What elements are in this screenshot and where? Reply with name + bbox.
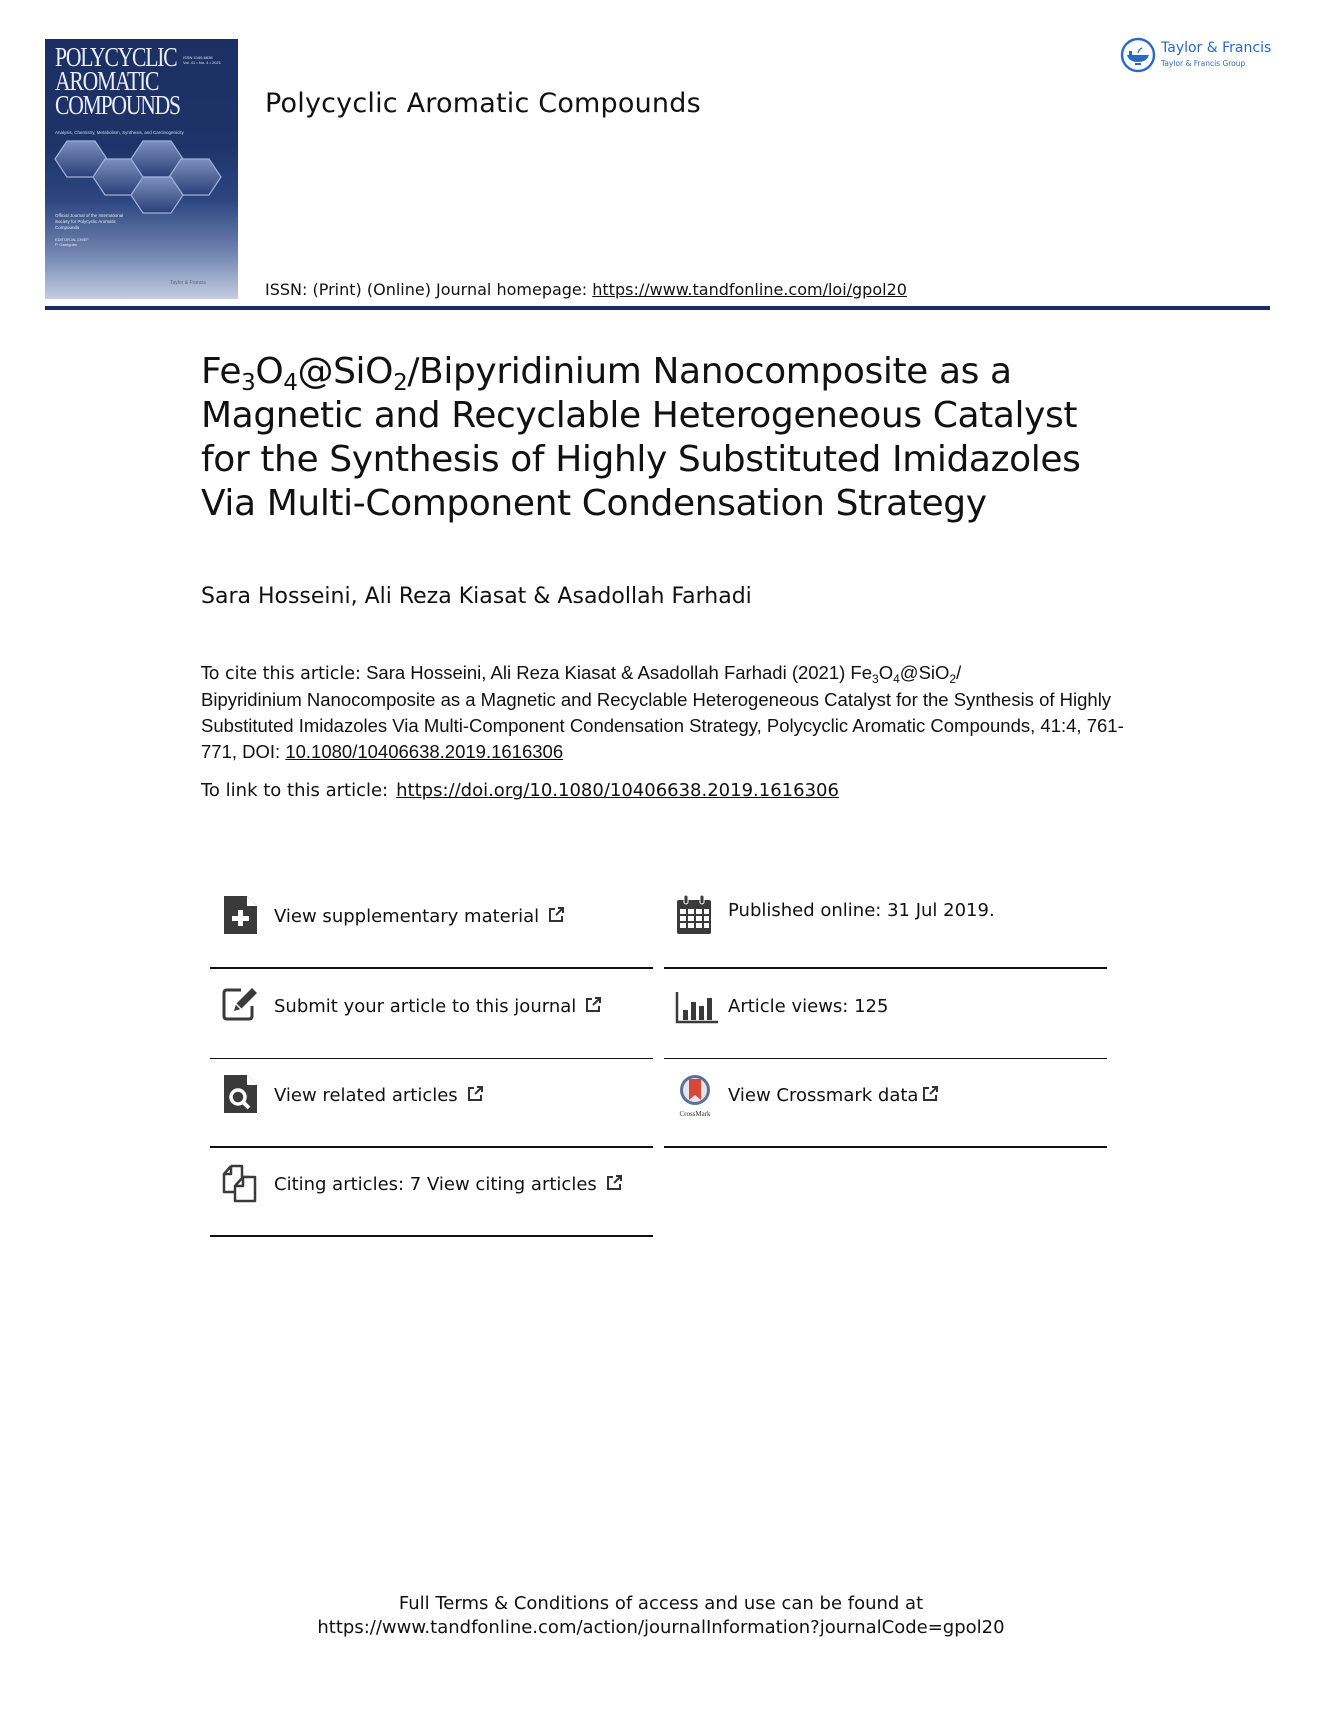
cover-publisher: Taylor & Francis xyxy=(170,280,206,286)
cite-text: / xyxy=(956,662,962,683)
journal-cover-image xyxy=(45,39,238,299)
doi-url-link[interactable]: https://doi.org/10.1080/10406638.2019.1616306 xyxy=(396,780,839,801)
submit-article-item[interactable] xyxy=(210,970,653,1059)
cover-title-line: AROMATIC xyxy=(55,66,159,96)
journal-homepage-link[interactable]: https://www.tandfonline.com/loi/gpol20 xyxy=(592,280,907,299)
title-text: for the Synthesis of Highly Substituted Imidazoles xyxy=(201,439,1081,480)
cite-text: Bipyridinium Nanocomposite as a Magnetic and Recyclable Heterogeneous Catalyst for the Synthesis of Highly Substituted Imidazoles Via Multi-Component Condensation Strategy, Polycyclic Aromatic Compounds, 41:4, 761-771, DOI: xyxy=(201,689,1124,762)
file-search-icon xyxy=(221,1073,259,1115)
cite-subscript: 3 xyxy=(872,672,879,686)
published-online-item xyxy=(664,880,1107,969)
cover-volume: Vol. 41 • No. 4 • 2021 xyxy=(183,60,221,65)
cover-title-line: COMPOUNDS xyxy=(55,90,180,120)
cover-editor xyxy=(55,237,89,247)
copy-documents-icon xyxy=(221,1162,259,1204)
footer-line: Full Terms & Conditions of access and use can be found at xyxy=(398,1593,924,1614)
cite-subscript: 2 xyxy=(949,672,957,686)
title-subscript: 2 xyxy=(393,370,408,396)
doi-link[interactable]: 10.1080/10406638.2019.1616306 xyxy=(285,741,564,762)
link-label: To link to this article: xyxy=(201,780,389,801)
crossmark-text: View Crossmark data xyxy=(728,1085,919,1106)
article-views-item xyxy=(664,970,1107,1059)
cover-issn-number: ISSN 1040-6638 xyxy=(183,55,213,60)
title-subscript: 3 xyxy=(241,370,256,396)
title-text: /Bipyridinium Nanocomposite as a xyxy=(407,351,1012,392)
submit-label xyxy=(274,996,602,1017)
cite-text: O xyxy=(878,662,894,683)
cover-title xyxy=(55,42,180,120)
issn-homepage-line xyxy=(265,280,907,299)
crossmark-icon xyxy=(674,1073,716,1119)
cover-official-line: Compounds xyxy=(55,225,80,230)
title-text: @SiO xyxy=(297,351,394,392)
taylor-francis-logo[interactable] xyxy=(1120,36,1285,76)
crossmark-item[interactable] xyxy=(664,1059,1107,1148)
citing-text: Citing articles: 7 View citing articles xyxy=(274,1174,597,1195)
file-plus-icon xyxy=(221,894,259,936)
supplementary-material-item[interactable] xyxy=(210,880,653,969)
link-to-article xyxy=(201,780,839,801)
cite-text: Sara Hosseini, Ali Reza Kiasat & Asadollah Farhadi (2021) Fe xyxy=(360,662,873,683)
article-title xyxy=(201,350,1121,526)
views-label: Article views: 125 xyxy=(728,996,889,1017)
edit-pencil-icon xyxy=(221,984,259,1026)
issn-label: ISSN: (Print) (Online) Journal homepage: xyxy=(265,280,588,299)
cover-title-line: POLYCYCLIC xyxy=(55,42,177,72)
cover-official-line: Society for Polycyclic Aromatic xyxy=(55,219,117,224)
cover-editor-label: EDITOR-IN-CHIEF xyxy=(55,237,89,242)
title-text: Fe xyxy=(201,351,242,392)
cover-issn xyxy=(183,55,221,65)
citation-block xyxy=(201,660,1131,765)
cover-editor-name: P. Garrigues xyxy=(55,242,77,247)
submit-text: Submit your article to this journal xyxy=(274,996,577,1017)
calendar-icon xyxy=(675,894,713,936)
cite-label: To cite this article: xyxy=(201,664,361,684)
cite-text: @SiO xyxy=(899,662,950,683)
citing-articles-item[interactable] xyxy=(210,1148,653,1237)
footer-terms-url[interactable]: https://www.tandfonline.com/action/journalInformation?journalCode=gpol20 xyxy=(317,1617,1005,1638)
crossmark-label xyxy=(728,1085,939,1106)
footer-terms xyxy=(0,1592,1322,1640)
crossmark-badge-text: CrossMark xyxy=(679,1110,711,1118)
external-link-icon xyxy=(921,1085,939,1103)
related-text: View related articles xyxy=(274,1085,458,1106)
related-label xyxy=(274,1085,484,1106)
external-link-icon xyxy=(466,1085,484,1103)
cite-subscript: 4 xyxy=(893,672,900,686)
supplementary-text: View supplementary material xyxy=(274,906,540,927)
title-text: Via Multi-Component Condensation Strategy xyxy=(201,483,987,524)
authors: Sara Hosseini, Ali Reza Kiasat & Asadollah Farhadi xyxy=(201,584,752,609)
journal-name: Polycyclic Aromatic Compounds xyxy=(265,88,701,119)
title-subscript: 4 xyxy=(283,370,298,396)
publisher-group: Taylor & Francis Group xyxy=(1161,59,1246,68)
external-link-icon xyxy=(547,906,565,924)
lamp-icon xyxy=(1120,37,1156,73)
published-label: Published online: 31 Jul 2019. xyxy=(728,900,995,921)
supplementary-label xyxy=(274,906,565,927)
external-link-icon xyxy=(584,996,602,1014)
header-divider xyxy=(45,306,1270,310)
citing-label xyxy=(274,1174,623,1195)
cover-official-line: Official Journal of the International xyxy=(55,213,124,218)
publisher-name: Taylor & Francis xyxy=(1161,40,1272,56)
title-text: Magnetic and Recyclable Heterogeneous Catalyst xyxy=(201,395,1078,436)
cover-subtitle: Analysis, Chemistry, Metabolism, Synthesis, and Carcinogenicity xyxy=(55,130,184,135)
cover-official-text xyxy=(55,213,123,231)
bar-chart-icon xyxy=(675,984,719,1026)
title-text: O xyxy=(255,351,284,392)
related-articles-item[interactable] xyxy=(210,1059,653,1148)
external-link-icon xyxy=(605,1174,623,1192)
